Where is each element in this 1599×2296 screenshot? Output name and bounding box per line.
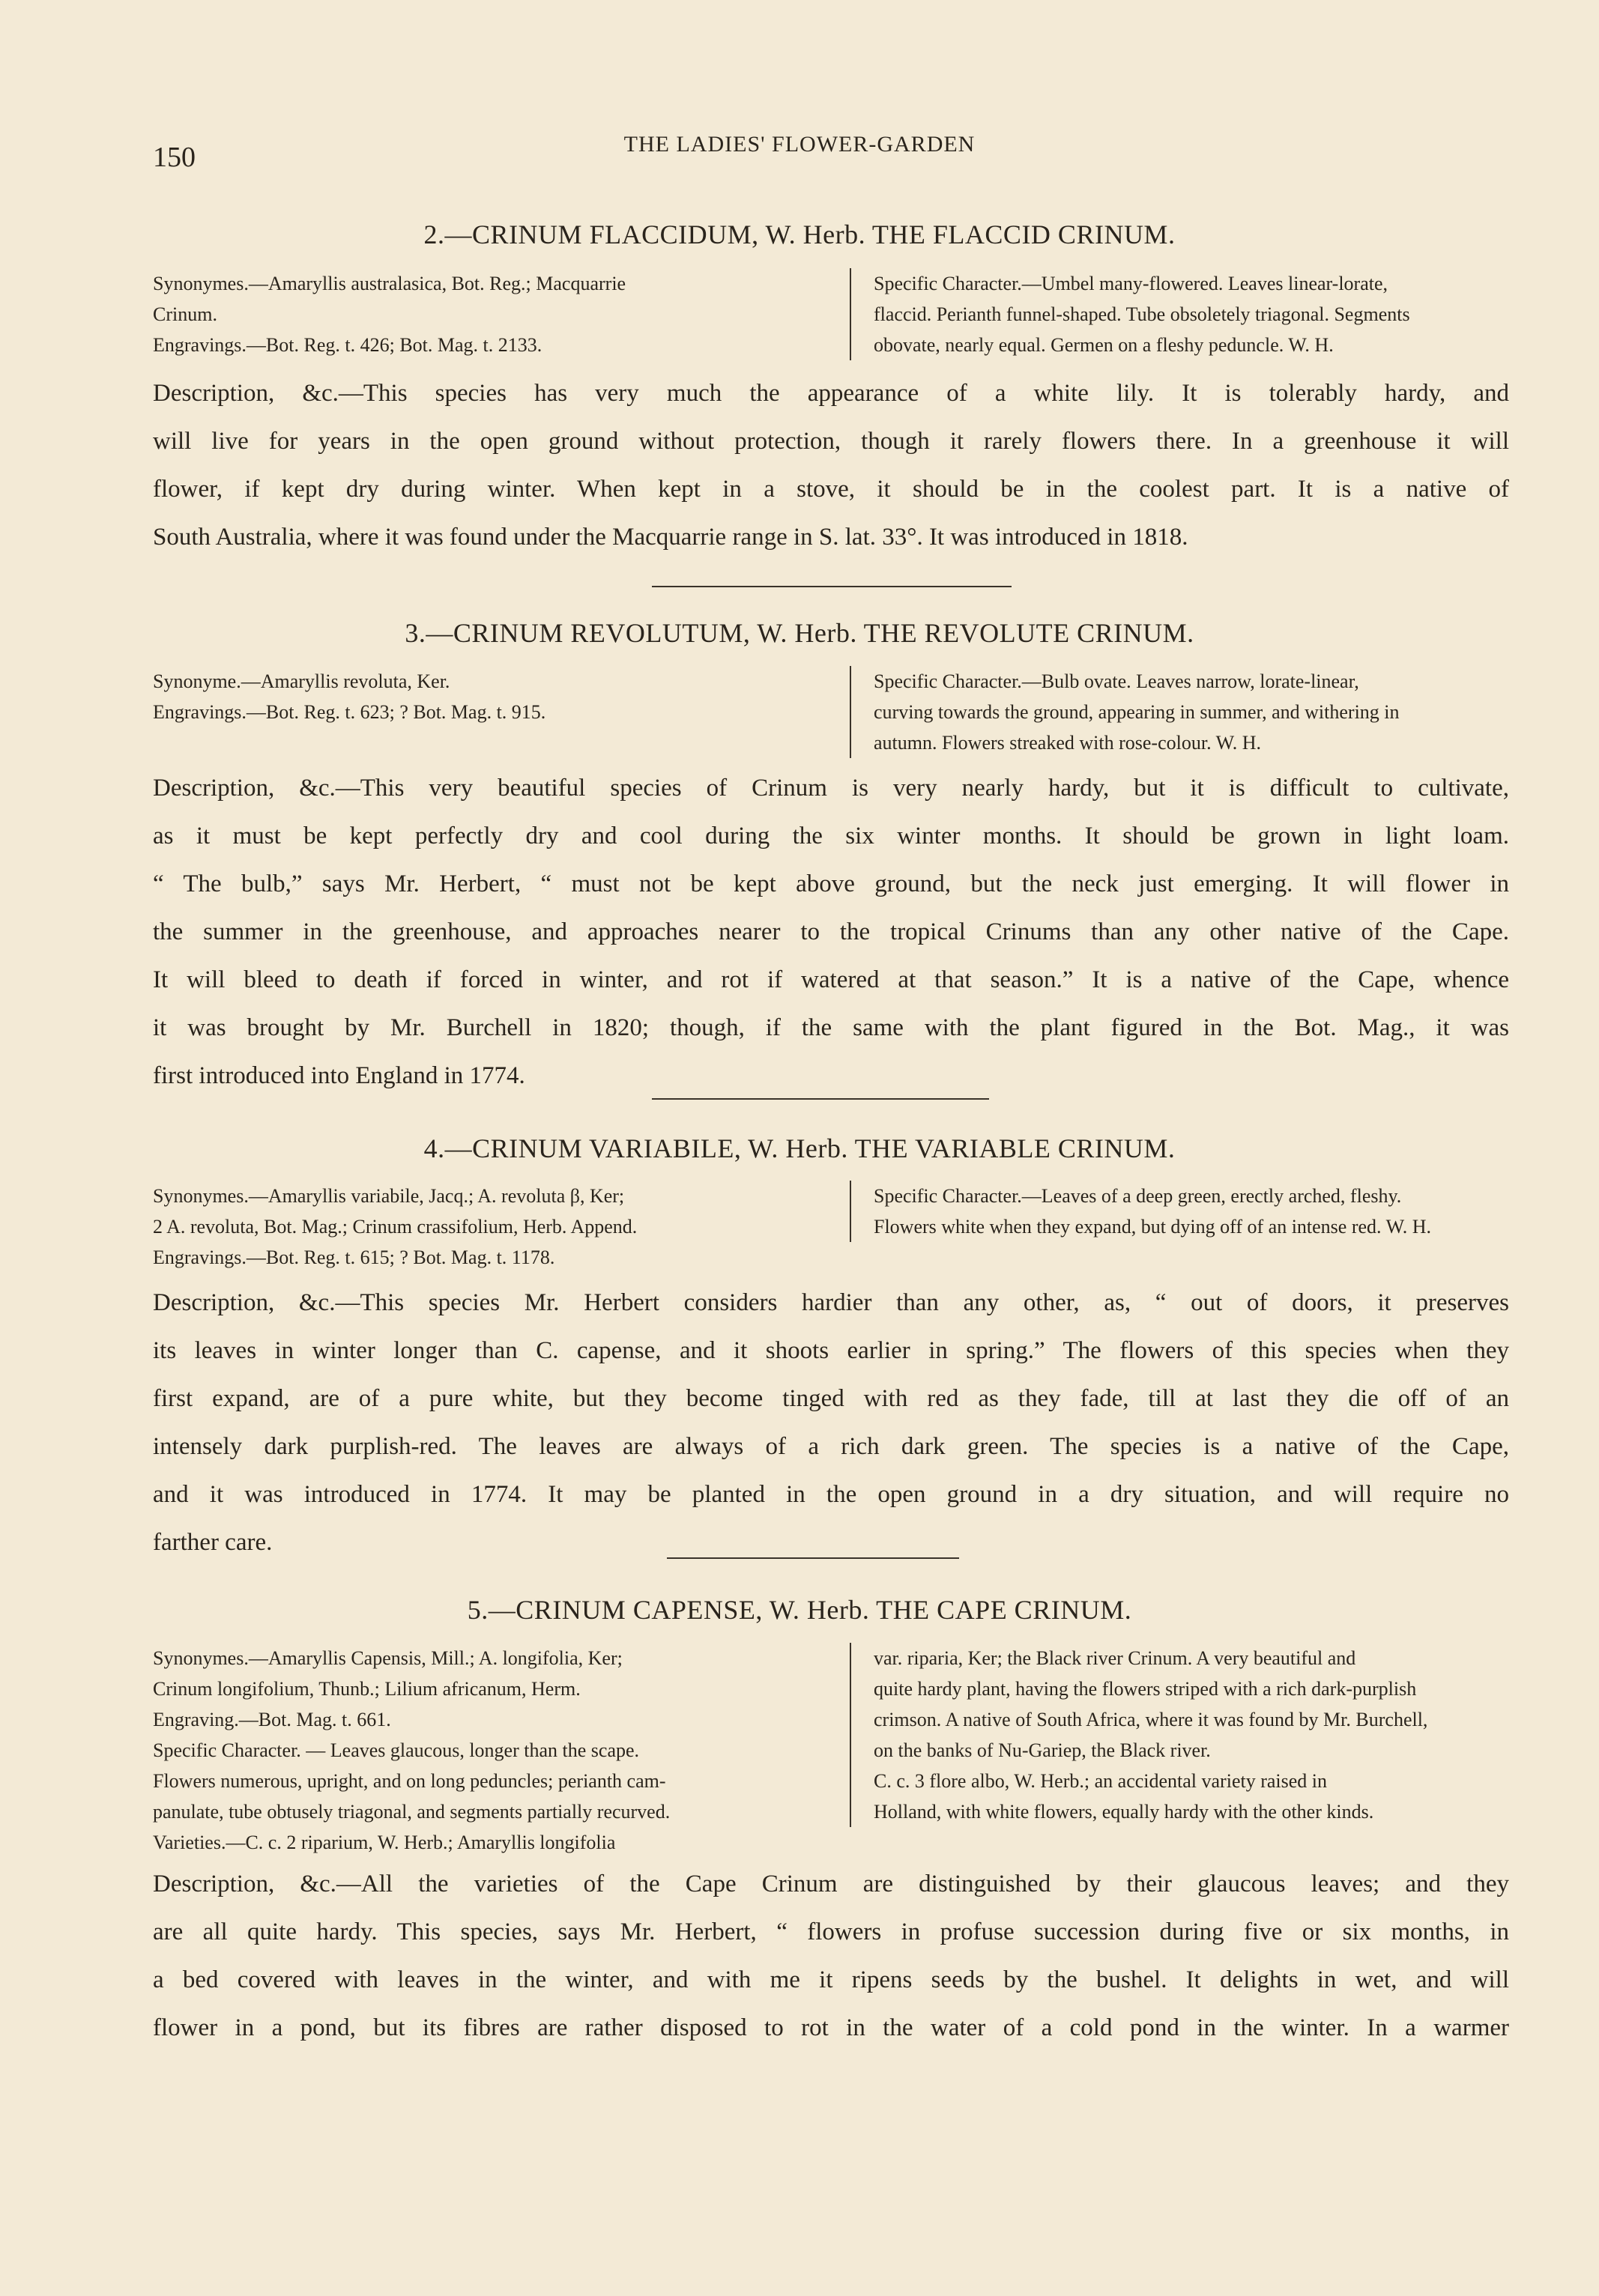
text-line: first introduced into England in 1774. — [153, 1062, 525, 1089]
page-number: 150 — [153, 142, 196, 173]
text-line: curving towards the ground, appearing in summer, and withering in — [874, 701, 1400, 723]
synonymes-block — [153, 1643, 812, 1858]
text-line: Specific Character. — Leaves glaucous, longer than the scape. — [153, 1739, 640, 1761]
text-line: Engraving.—Bot. Mag. t. 661. — [153, 1709, 391, 1730]
section-heading: 4.—CRINUM VARIABILE, W. Herb. THE VARIABLE CRINUM. — [423, 1133, 1176, 1163]
text-line: Engravings.—Bot. Reg. t. 426; Bot. Mag. t. 2133. — [153, 334, 542, 356]
text-line: “ The bulb,” says Mr. Herbert, “ must not be kept above ground, but the neck just emerging. It will flower in — [153, 870, 1509, 897]
description-paragraph — [153, 1860, 1509, 2052]
description-paragraph — [153, 369, 1509, 561]
text-line: first expand, are of a pure white, but they become tinged with red as they fade, till at last they die off of an — [153, 1385, 1509, 1412]
specific-character-block — [850, 1181, 1509, 1242]
text-line: Synonymes.—Amaryllis Capensis, Mill.; A. longifolia, Ker; — [153, 1647, 623, 1669]
description-paragraph — [153, 764, 1509, 1100]
text-line: obovate, nearly equal. Germen on a fleshy peduncle. W. H. — [874, 334, 1334, 356]
text-line: var. riparia, Ker; the Black river Crinum. A very beautiful and — [874, 1647, 1356, 1669]
text-line: flower, if kept dry during winter. When kept in a stove, it should be in the coolest part. It is a native of — [153, 476, 1509, 503]
text-line: Flowers numerous, upright, and on long peduncles; perianth cam- — [153, 1770, 666, 1792]
text-line: Description, &c.—This species Mr. Herbert considers hardier than any other, as, “ out of doors, it preserves — [153, 1289, 1509, 1316]
text-line: Specific Character.—Umbel many-flowered. Leaves linear-lorate, — [874, 273, 1388, 294]
text-line: Engravings.—Bot. Reg. t. 623; ? Bot. Mag. t. 915. — [153, 701, 546, 723]
text-line: crimson. A native of South Africa, where it was found by Mr. Burchell, — [874, 1709, 1428, 1730]
text-line: Specific Character.—Bulb ovate. Leaves narrow, lorate-linear, — [874, 670, 1359, 692]
text-line: Varieties.—C. c. 2 riparium, W. Herb.; Amaryllis longifolia — [153, 1832, 616, 1853]
text-line: farther care. — [153, 1529, 273, 1556]
specific-character-block — [850, 666, 1509, 758]
text-line: its leaves in winter longer than C. capense, and it shoots earlier in spring.” The flowers of this species when they — [153, 1337, 1509, 1364]
running-head: THE LADIES' FLOWER-GARDEN — [623, 132, 976, 157]
section-heading: 3.—CRINUM REVOLUTUM, W. Herb. THE REVOLUTE CRINUM. — [405, 618, 1194, 648]
text-line: C. c. 3 flore albo, W. Herb.; an accidental variety raised in — [874, 1770, 1328, 1792]
text-line: it was brought by Mr. Burchell in 1820; though, if the same with the plant figured in the Bot. Mag., it was — [153, 1014, 1509, 1041]
text-line: the summer in the greenhouse, and approaches nearer to the tropical Crinums than any other native of the Cape. — [153, 918, 1509, 945]
text-line: intensely dark purplish-red. The leaves are always of a rich dark green. The species is a native of the Cape, — [153, 1433, 1509, 1460]
text-line: Crinum longifolium, Thunb.; Lilium africanum, Herm. — [153, 1678, 581, 1700]
text-line: and it was introduced in 1774. It may be planted in the open ground in a dry situation, and will require no — [153, 1481, 1509, 1508]
text-line: Crinum. — [153, 303, 217, 325]
text-line: panulate, tube obtusely triagonal, and segments partially recurved. — [153, 1801, 671, 1823]
text-line: South Australia, where it was found under the Macquarrie range in S. lat. 33°. It was introduced in 1818. — [153, 524, 1188, 551]
text-line: are all quite hardy. This species, says Mr. Herbert, “ flowers in profuse succession during five or six months, in — [153, 1918, 1509, 1945]
section-heading: 2.—CRINUM FLACCIDUM, W. Herb. THE FLACCID CRINUM. — [423, 219, 1176, 249]
text-line: Holland, with white flowers, equally hardy with the other kinds. — [874, 1801, 1374, 1823]
text-line: Specific Character.—Leaves of a deep green, erectly arched, fleshy. — [874, 1185, 1402, 1207]
text-line: Flowers white when they expand, but dying off of an intense red. W. H. — [874, 1216, 1431, 1238]
text-line: Engravings.—Bot. Reg. t. 615; ? Bot. Mag. t. 1178. — [153, 1247, 555, 1268]
section-divider — [667, 1557, 959, 1559]
text-line: quite hardy plant, having the flowers striped with a rich dark-purplish — [874, 1678, 1417, 1700]
text-line: Description, &c.—All the varieties of the Cape Crinum are distinguished by their glaucous leaves; and they — [153, 1871, 1509, 1897]
text-line: on the banks of Nu-Gariep, the Black river. — [874, 1739, 1211, 1761]
text-line: will live for years in the open ground without protection, though it rarely flowers there. In a greenhouse it will — [153, 428, 1509, 455]
text-line: flaccid. Perianth funnel-shaped. Tube obsoletely triagonal. Segments — [874, 303, 1410, 325]
section-divider — [652, 1098, 989, 1100]
text-line: It will bleed to death if forced in winter, and rot if watered at that season.” It is a native of the Cape, whence — [153, 966, 1509, 993]
text-line: Synonyme.—Amaryllis revoluta, Ker. — [153, 670, 450, 692]
text-line: Description, &c.—This very beautiful species of Crinum is very nearly hardy, but it is difficult to cultivate, — [153, 775, 1509, 802]
text-line: autumn. Flowers streaked with rose-colour. W. H. — [874, 732, 1262, 754]
text-line: flower in a pond, but its fibres are rather disposed to rot in the water of a cold pond in the winter. In a warmer — [153, 2014, 1509, 2041]
text-line: Synonymes.—Amaryllis australasica, Bot. Reg.; Macquarrie — [153, 273, 626, 294]
specific-character-block — [850, 268, 1509, 360]
text-line: 2 A. revoluta, Bot. Mag.; Crinum crassifolium, Herb. Append. — [153, 1216, 638, 1238]
description-paragraph — [153, 1279, 1509, 1566]
synonymes-block — [153, 666, 812, 727]
text-line: Description, &c.—This species has very much the appearance of a white lily. It is tolerably hardy, and — [153, 380, 1509, 407]
text-line: a bed covered with leaves in the winter, and with me it ripens seeds by the bushel. It delights in wet, and will — [153, 1966, 1509, 1993]
text-line: Synonymes.—Amaryllis variabile, Jacq.; A. revoluta β, Ker; — [153, 1185, 625, 1207]
synonymes-block — [153, 1181, 812, 1273]
synonymes-block — [153, 268, 812, 360]
section-heading: 5.—CRINUM CAPENSE, W. Herb. THE CAPE CRINUM. — [467, 1595, 1132, 1625]
section-divider — [652, 586, 1012, 587]
text-line: as it must be kept perfectly dry and cool during the six winter months. It should be grown in light loam. — [153, 823, 1509, 849]
varieties-block — [850, 1643, 1509, 1827]
